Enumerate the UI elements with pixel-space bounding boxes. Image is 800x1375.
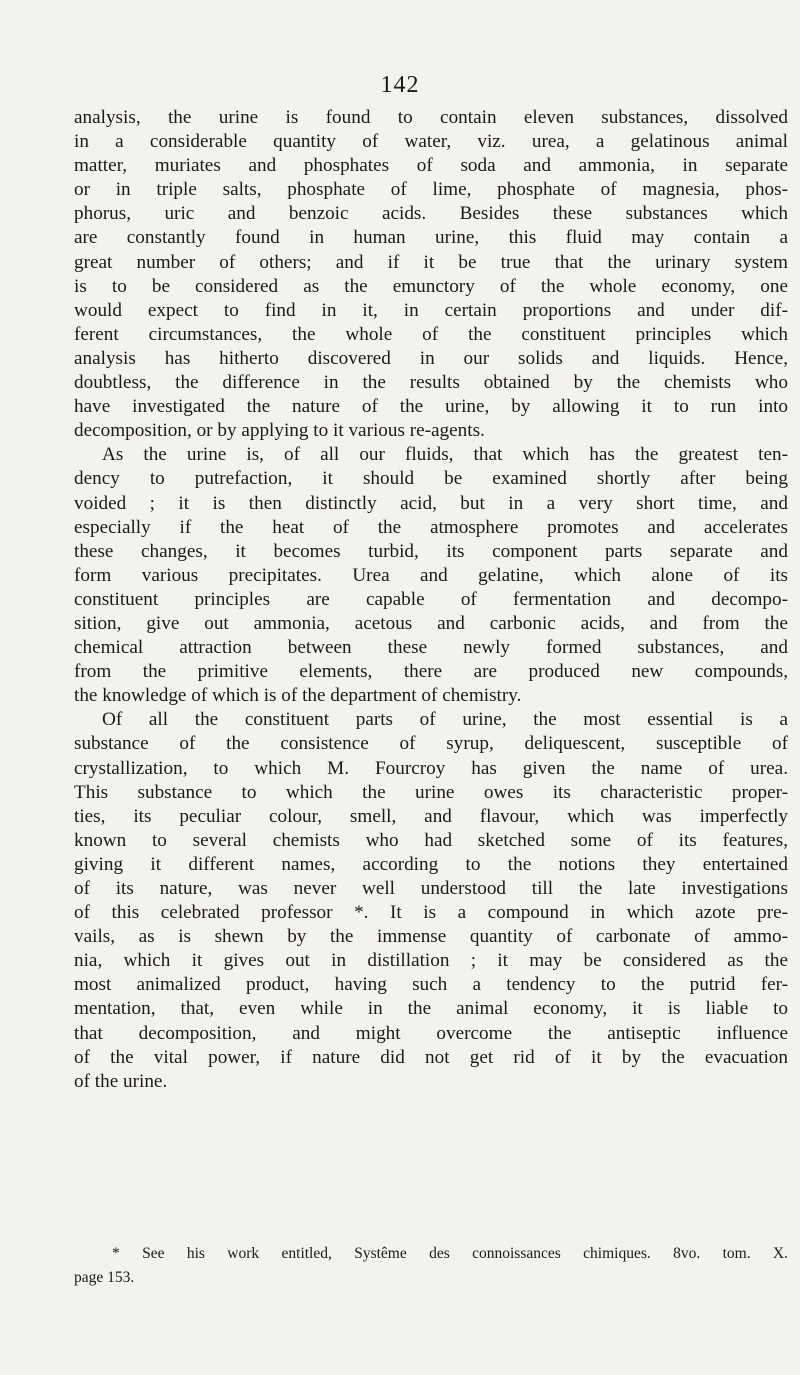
- text-line: the knowledge of which is of the department of chemistry.: [74, 685, 522, 707]
- text-line: As the urine is, of all our fluids, that which has the greatest ten-: [102, 444, 788, 466]
- text-line: doubtless, the difference in the results obtained by the chemists who: [74, 372, 788, 394]
- text-line: of its nature, was never well understood till the late investigations: [74, 878, 788, 899]
- text-line: great number of others; and if it be true that the urinary system: [74, 251, 788, 273]
- footnote: [74, 1242, 788, 1290]
- text-line: sition, give out ammonia, acetous and carbonic acids, and from the: [74, 612, 788, 634]
- text-line: voided ; it is then distinctly acid, but in a very short time, and: [74, 492, 788, 514]
- body-text: [74, 106, 788, 1094]
- text-line: have investigated the nature of the urine, by allowing it to run into: [74, 396, 788, 418]
- footnote-line: * See his work entitled, Systême des connoissances chimiques. 8vo. tom. X.: [112, 1245, 788, 1262]
- text-line: ties, its peculiar colour, smell, and flavour, which was imperfectly: [74, 805, 788, 827]
- text-line: most animalized product, having such a tendency to the putrid fer-: [74, 974, 788, 996]
- text-line: This substance to which the urine owes its characteristic proper-: [74, 781, 788, 803]
- text-line: of the urine.: [74, 1070, 168, 1092]
- text-line: chemical attraction between these newly formed substances, and: [74, 637, 788, 659]
- text-line: in a considerable quantity of water, viz. urea, a gelatinous animal: [74, 131, 788, 153]
- text-line: constituent principles are capable of fermentation and decompo-: [74, 588, 788, 610]
- text-line: known to several chemists who had sketched some of its features,: [74, 829, 788, 851]
- text-line: mentation, that, even while in the animal economy, it is liable to: [74, 998, 788, 1020]
- text-line: giving it different names, according to the notions they entertained: [74, 853, 788, 875]
- footnote-line: page 153.: [74, 1269, 135, 1286]
- text-line: that decomposition, and might overcome the antiseptic influence: [74, 1022, 788, 1044]
- text-line: analysis has hitherto discovered in our solids and liquids. Hence,: [74, 347, 788, 369]
- text-line: substance of the consistence of syrup, deliquescent, susceptible of: [74, 733, 788, 755]
- text-line: analysis, the urine is found to contain eleven substances, dissolved: [74, 107, 788, 128]
- text-line: these changes, it becomes turbid, its component parts separate and: [74, 540, 788, 562]
- text-line: crystallization, to which M. Fourcroy has given the name of urea.: [74, 757, 788, 779]
- text-line: especially if the heat of the atmosphere promotes and accelerates: [74, 516, 788, 538]
- text-line: phorus, uric and benzoic acids. Besides these substances which: [74, 203, 788, 225]
- text-line: of the vital power, if nature did not get rid of it by the evacuation: [74, 1046, 788, 1068]
- text-line: matter, muriates and phosphates of soda and ammonia, in separate: [74, 155, 788, 177]
- text-line: are constantly found in human urine, this fluid may contain a: [74, 227, 788, 249]
- text-line: form various precipitates. Urea and gelatine, which alone of its: [74, 564, 788, 586]
- text-line: nia, which it gives out in distillation ; it may be considered as the: [74, 950, 788, 972]
- text-line: vails, as is shewn by the immense quantity of carbonate of ammo-: [74, 926, 788, 948]
- text-line: or in triple salts, phosphate of lime, phosphate of magnesia, phos-: [74, 179, 788, 201]
- page-number: 142: [380, 72, 420, 98]
- text-line: Of all the constituent parts of urine, the most essential is a: [102, 709, 788, 731]
- text-line: would expect to find in it, in certain proportions and under dif-: [74, 299, 788, 321]
- text-line: decomposition, or by applying to it various re-agents.: [74, 420, 485, 442]
- text-line: from the primitive elements, there are produced new compounds,: [74, 661, 788, 683]
- text-line: of this celebrated professor *. It is a compound in which azote pre-: [74, 902, 788, 924]
- text-line: dency to putrefaction, it should be examined shortly after being: [74, 468, 788, 490]
- text-line: ferent circumstances, the whole of the constituent principles which: [74, 323, 788, 345]
- text-line: is to be considered as the emunctory of the whole economy, one: [74, 275, 788, 297]
